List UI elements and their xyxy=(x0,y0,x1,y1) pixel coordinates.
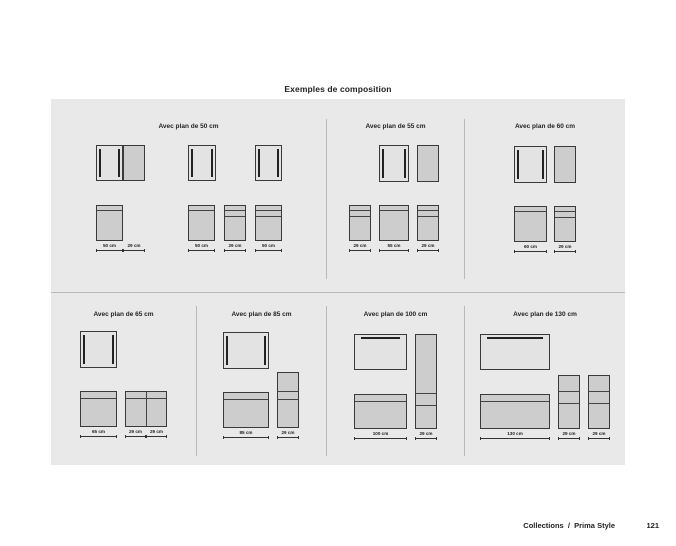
composition-100cm xyxy=(327,299,464,465)
wall-column xyxy=(554,146,576,183)
composition-55cm xyxy=(327,99,464,292)
dimension: 29 cm xyxy=(558,431,580,441)
dimension: 55 cm xyxy=(379,243,409,253)
mirror-cabinet xyxy=(80,331,117,368)
page-heading: Exemples de composition xyxy=(284,84,392,94)
base-cabinet xyxy=(354,394,407,429)
composition-50cm xyxy=(51,99,326,292)
composition-title: Avec plan de 65 cm xyxy=(93,311,154,318)
base-cabinet xyxy=(80,391,117,427)
composition-60cm xyxy=(465,99,625,292)
base-column xyxy=(554,206,576,242)
mirror-cabinet xyxy=(255,145,282,181)
mirror-panel xyxy=(354,334,407,370)
base-cabinet xyxy=(223,392,269,428)
composition-title: Avec plan de 50 cm xyxy=(158,123,219,130)
dimension: 100 cm xyxy=(354,431,407,441)
base-cabinet xyxy=(96,205,123,241)
dimension: 130 cm xyxy=(480,431,550,441)
composition-130cm xyxy=(465,299,625,465)
composition-title: Avec plan de 55 cm xyxy=(365,123,426,130)
base-cabinet xyxy=(480,394,550,429)
composition-title: Avec plan de 60 cm xyxy=(514,123,576,130)
tall-column xyxy=(415,334,437,429)
mirror-cabinet xyxy=(223,332,269,369)
dimension: 29 cm xyxy=(417,243,439,253)
mirror-cabinet xyxy=(379,145,409,182)
dimension: 85 cm xyxy=(223,430,269,440)
dimension: 29 cm xyxy=(349,243,371,253)
dimension: 50 cm xyxy=(255,243,282,253)
dimension: 29 cm xyxy=(125,429,146,439)
dimension: 60 cm xyxy=(514,244,547,254)
wall-column xyxy=(417,145,439,182)
dimension: 29 cm xyxy=(224,243,246,253)
base-cabinet xyxy=(379,205,409,241)
wall-column xyxy=(123,145,145,181)
mirror-cabinet xyxy=(514,146,547,183)
base-column xyxy=(417,205,439,241)
composition-85cm xyxy=(197,299,326,465)
footer-breadcrumb: Collections / Prima Style xyxy=(523,521,615,530)
dimension: 50 cm xyxy=(96,243,123,253)
composition-title: Avec plan de 100 cm xyxy=(363,311,428,318)
tall-column xyxy=(588,375,610,429)
mirror-cabinet xyxy=(96,145,123,181)
base-cabinet xyxy=(188,205,215,241)
dimension: 29 cm xyxy=(554,244,576,254)
dimension: 29 cm xyxy=(123,243,145,253)
dimension: 29 cm xyxy=(146,429,167,439)
dimension: 50 cm xyxy=(188,243,215,253)
base-cabinet xyxy=(514,206,547,242)
base-column xyxy=(349,205,371,241)
base-cabinet xyxy=(255,205,282,241)
page-number: 121 xyxy=(646,521,659,530)
dimension: 29 cm xyxy=(588,431,610,441)
dimension: 29 cm xyxy=(277,430,299,440)
base-double-column xyxy=(125,391,167,427)
dimension: 29 cm xyxy=(415,431,437,441)
tall-column xyxy=(558,375,580,429)
composition-panel xyxy=(51,99,625,465)
composition-title: Avec plan de 130 cm xyxy=(513,311,577,318)
base-column xyxy=(224,205,246,241)
mirror-panel xyxy=(480,334,550,370)
dimension: 65 cm xyxy=(80,429,117,439)
mirror-cabinet xyxy=(188,145,216,181)
row-divider xyxy=(51,292,625,293)
tall-column xyxy=(277,372,299,428)
composition-65cm xyxy=(51,299,196,465)
composition-title: Avec plan de 85 cm xyxy=(231,311,292,318)
